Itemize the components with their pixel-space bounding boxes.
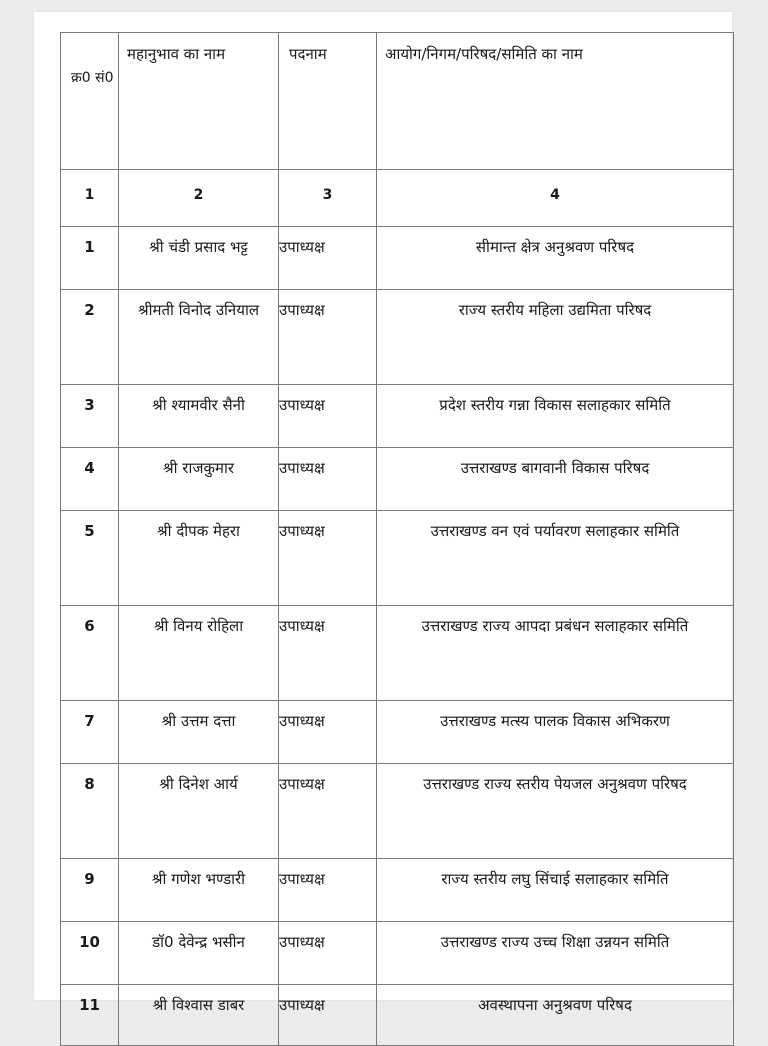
table-row [61,764,734,859]
row-name: श्री चंडी प्रसाद भट्ट [119,227,279,290]
row-serial-number: 5 [61,511,119,606]
row-serial-number: 10 [61,922,119,985]
row-designation: उपाध्यक्ष [279,859,377,922]
row-body-name: उत्तराखण्ड राज्य आपदा प्रबंधन सलाहकार समिति [377,606,734,701]
row-name: श्रीमती विनोद उनियाल [119,290,279,385]
column-number: 3 [279,170,377,227]
document-page [34,12,732,1014]
row-body-name: उत्तराखण्ड राज्य उच्च शिक्षा उन्नयन समिति [377,922,734,985]
table-row [61,385,734,448]
row-body-name: राज्य स्तरीय महिला उद्यमिता परिषद [377,290,734,385]
column-number: 1 [61,170,119,227]
row-serial-number: 11 [61,985,119,1046]
row-serial-number: 9 [61,859,119,922]
row-body-name: उत्तराखण्ड बागवानी विकास परिषद [377,448,734,511]
row-body-name: उत्तराखण्ड राज्य स्तरीय पेयजल अनुश्रवण परिषद [377,764,734,859]
row-serial-number: 2 [61,290,119,385]
row-name: श्री राजकुमार [119,448,279,511]
column-number-row [61,170,734,227]
table-row [61,448,734,511]
row-serial-number: 1 [61,227,119,290]
table-row [61,606,734,701]
row-body-name: राज्य स्तरीय लघु सिंचाई सलाहकार समिति [377,859,734,922]
row-designation: उपाध्यक्ष [279,985,377,1046]
row-name: श्री उत्तम दत्ता [119,701,279,764]
table-row [61,227,734,290]
table-row [61,511,734,606]
header-serial-number: क्र0 सं0 [61,33,119,170]
table-row [61,701,734,764]
appointments-table [60,32,734,1046]
table-row [61,922,734,985]
row-serial-number: 7 [61,701,119,764]
row-name: श्री दिनेश आर्य [119,764,279,859]
header-name: महानुभाव का नाम [119,33,279,170]
table-row [61,859,734,922]
header-body-name: आयोग/निगम/परिषद/समिति का नाम [377,33,734,170]
row-name: श्री विनय रोहिला [119,606,279,701]
table-header-row [61,33,734,170]
row-designation: उपाध्यक्ष [279,385,377,448]
row-serial-number: 3 [61,385,119,448]
row-designation: उपाध्यक्ष [279,448,377,511]
row-designation: उपाध्यक्ष [279,290,377,385]
row-name: श्री विश्वास डाबर [119,985,279,1046]
row-designation: उपाध्यक्ष [279,227,377,290]
row-body-name: अवस्थापना अनुश्रवण परिषद [377,985,734,1046]
row-name: श्री गणेश भण्डारी [119,859,279,922]
row-serial-number: 6 [61,606,119,701]
row-name: डॉ0 देवेन्द्र भसीन [119,922,279,985]
row-body-name: सीमान्त क्षेत्र अनुश्रवण परिषद [377,227,734,290]
column-number: 4 [377,170,734,227]
table-row [61,985,734,1046]
row-name: श्री श्यामवीर सैनी [119,385,279,448]
row-name: श्री दीपक मेहरा [119,511,279,606]
row-designation: उपाध्यक्ष [279,922,377,985]
row-designation: उपाध्यक्ष [279,701,377,764]
row-serial-number: 4 [61,448,119,511]
header-designation: पदनाम [279,33,377,170]
table-row [61,290,734,385]
row-serial-number: 8 [61,764,119,859]
row-designation: उपाध्यक्ष [279,606,377,701]
row-body-name: प्रदेश स्तरीय गन्ना विकास सलाहकार समिति [377,385,734,448]
row-designation: उपाध्यक्ष [279,764,377,859]
column-number: 2 [119,170,279,227]
row-body-name: उत्तराखण्ड वन एवं पर्यावरण सलाहकार समिति [377,511,734,606]
row-body-name: उत्तराखण्ड मत्स्य पालक विकास अभिकरण [377,701,734,764]
row-designation: उपाध्यक्ष [279,511,377,606]
